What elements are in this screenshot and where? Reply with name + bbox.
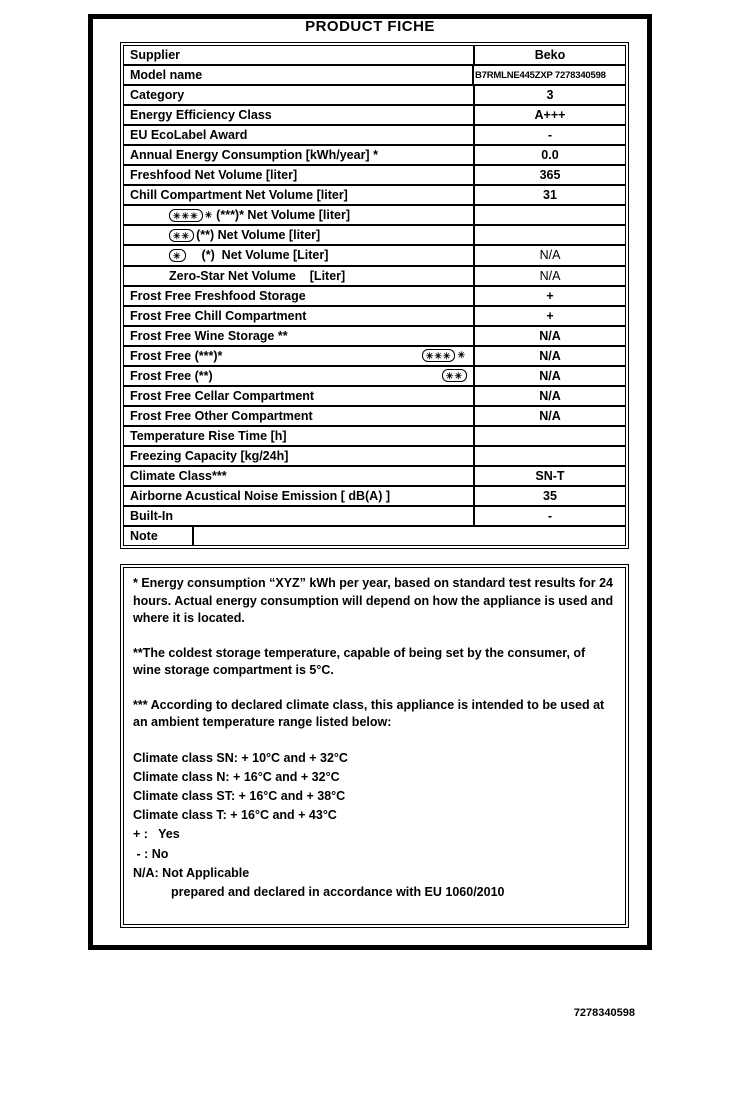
row-label: Category [130, 88, 185, 103]
row-value [473, 226, 625, 244]
row-value: B7RMLNE445ZXP 7278340598 [472, 66, 625, 84]
table-row [124, 84, 625, 104]
table-row [124, 465, 625, 485]
note-label: Note [124, 527, 194, 545]
row-value: N/A [473, 407, 625, 425]
row-label-text: (**) Net Volume [liter] [196, 228, 321, 243]
table-row [124, 305, 625, 325]
table-row [124, 204, 625, 224]
climate-class-st: Climate class ST: + 16°C and + 38°C [133, 788, 346, 803]
document-code: 7278340598 [573, 1007, 635, 1019]
table-row [124, 385, 625, 405]
row-value: - [473, 126, 625, 144]
row-label: Airborne Acustical Noise Emission [ dB(A) ] [130, 489, 390, 504]
footnotes-box [120, 564, 629, 928]
row-label-text: (***)* Net Volume [liter] [216, 208, 350, 223]
row-label: Frost Free Wine Storage ** [130, 328, 288, 343]
table-row [124, 124, 625, 144]
row-value: + [473, 287, 625, 305]
row-value: A+++ [473, 106, 625, 124]
four-star-symbol [422, 349, 473, 362]
row-label: Frost Free Freshfood Storage [130, 288, 306, 303]
table-row [124, 365, 625, 385]
row-label: Frost Free Chill Compartment [130, 308, 307, 323]
table-row [124, 445, 625, 465]
star-icon: ✳ [457, 350, 465, 361]
row-label: Climate Class*** [130, 469, 227, 483]
row-label-text: (*) Net Volume [Liter] [201, 248, 329, 263]
row-label: Temperature Rise Time [h] [130, 428, 287, 443]
note-energy: * Energy consumption “XYZ” kWh per year, based on standard test results for 24 hours. Actual energy consumption will depend on how the appliance is used and where it is located. [133, 576, 614, 625]
row-label: Energy Efficiency Class [130, 108, 272, 123]
two-star-box-icon: ✳✳ [442, 369, 467, 382]
climate-class-n: Climate class N: + 16°C and + 32°C [133, 769, 340, 784]
row-value: N/A [473, 387, 625, 405]
row-label: Zero-Star Net Volume [Liter] [169, 268, 346, 283]
table-row [124, 104, 625, 124]
table-row [124, 425, 625, 445]
row-label [124, 228, 473, 242]
table-row [124, 144, 625, 164]
row-value [473, 427, 625, 445]
four-star-box-icon: ✳✳✳ [169, 209, 203, 222]
legend-na: N/A: Not Applicable [133, 865, 250, 880]
table-row [124, 184, 625, 204]
table-row [124, 164, 625, 184]
one-star-box-icon: ✳ [169, 249, 186, 262]
note-climate-intro: *** According to declared climate class, this appliance is intended to be used at an ambient temperature range listed below: [133, 697, 605, 729]
row-value: N/A [473, 327, 625, 345]
row-label-text: Frost Free (**) [130, 368, 213, 383]
footnotes-text [124, 568, 625, 909]
row-value: Beko [473, 46, 625, 64]
row-label [124, 208, 473, 222]
row-label: Built-In [130, 509, 174, 524]
row-label [124, 369, 473, 383]
row-label [124, 248, 473, 262]
row-label: Frost Free Other Compartment [130, 408, 313, 423]
legend-plus: + : Yes [133, 827, 180, 842]
row-value: 0.0 [473, 146, 625, 164]
row-value: - [473, 507, 625, 525]
table-row [124, 46, 625, 64]
row-value: SN-T [473, 467, 625, 485]
row-label-text: Frost Free (***)* [130, 348, 223, 363]
row-label [124, 349, 473, 363]
row-value: 35 [473, 487, 625, 505]
row-value: 3 [473, 86, 625, 104]
row-value: N/A [473, 367, 625, 385]
row-value: 31 [473, 186, 625, 204]
row-value: N/A [473, 246, 625, 264]
table-row [124, 345, 625, 365]
two-star-symbol [442, 369, 473, 382]
table-row [124, 244, 625, 264]
row-value: N/A [473, 267, 625, 285]
spec-table [120, 42, 629, 549]
table-row [124, 405, 625, 425]
row-label: Freezing Capacity [kg/24h] [130, 448, 289, 463]
table-row [124, 285, 625, 305]
row-label: Chill Compartment Net Volume [liter] [130, 188, 348, 203]
table-row [124, 325, 625, 345]
row-value: N/A [473, 347, 625, 365]
table-row [124, 505, 625, 525]
table-row-note [124, 525, 625, 545]
row-label: EU EcoLabel Award [130, 128, 248, 143]
climate-class-sn: Climate class SN: + 10°C and + 32°C [133, 750, 348, 765]
climate-class-t: Climate class T: + 16°C and + 43°C [133, 808, 337, 823]
two-star-box-icon: ✳✳ [169, 229, 194, 242]
legend-minus: - : No [133, 846, 169, 861]
compliance-statement: prepared and declared in accordance with EU 1060/2010 [171, 884, 505, 899]
note-wine-storage: **The coldest storage temperature, capable of being set by the consumer, of wine storage compartment is 5°C. [133, 645, 586, 677]
row-label: Supplier [130, 48, 181, 63]
row-value [473, 447, 625, 465]
row-label: Model name [130, 68, 203, 83]
star-icon: ✳ [204, 209, 213, 220]
row-value: + [473, 307, 625, 325]
table-row [124, 64, 625, 84]
four-star-box-icon: ✳✳✳ [422, 349, 456, 362]
row-label: Annual Energy Consumption [kWh/year] * [130, 148, 378, 163]
page-title: PRODUCT FICHE [305, 18, 435, 35]
row-value: 365 [473, 166, 625, 184]
table-row [124, 485, 625, 505]
table-row [124, 265, 625, 285]
row-label: Frost Free Cellar Compartment [130, 388, 315, 403]
table-row [124, 224, 625, 244]
row-value [473, 206, 625, 224]
row-label: Freshfood Net Volume [liter] [130, 168, 298, 183]
